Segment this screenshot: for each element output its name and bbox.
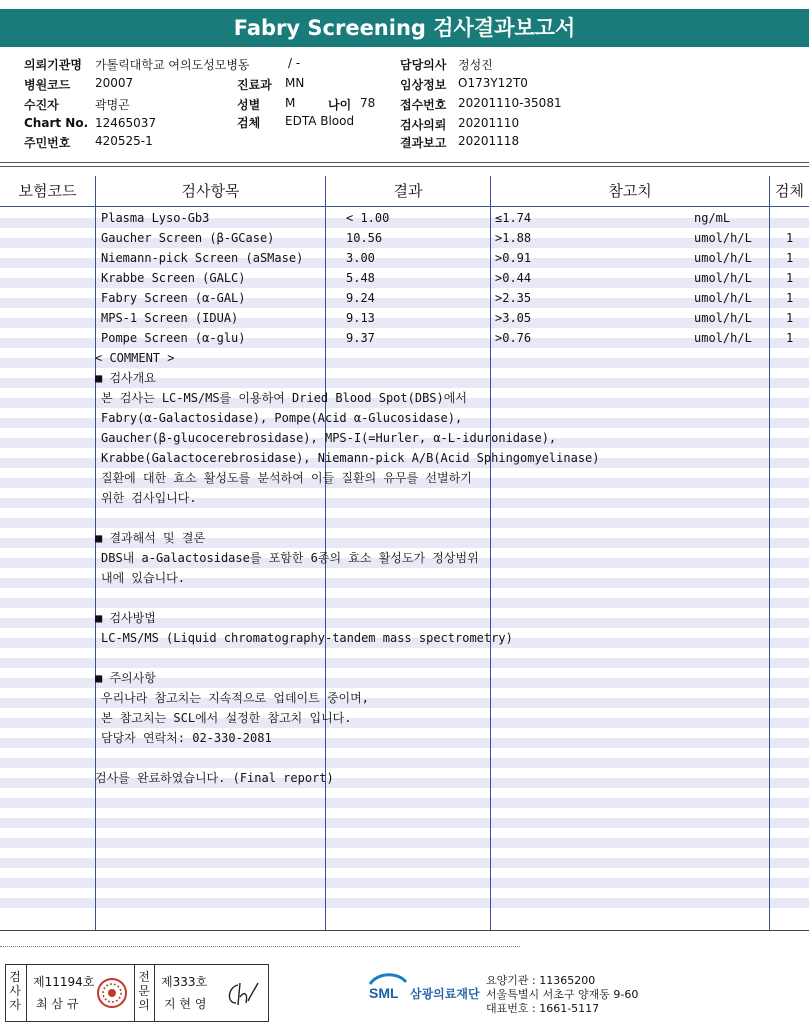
lab-info (486, 974, 638, 1016)
test-name: Krabbe Screen (GALC) (101, 271, 246, 285)
report-date-label: 결과보고 (400, 136, 447, 150)
sex-label: 성별 (237, 98, 261, 112)
test-name: Plasma Lyso-Gb3 (101, 211, 210, 225)
signature-box (5, 964, 269, 1022)
handwritten-signature-icon (224, 979, 260, 1009)
recipient-label: 수진자 (24, 98, 59, 112)
header-result: 결과 (393, 182, 423, 200)
header-specimen-count: 검체 (775, 182, 804, 200)
reception-value: 20201110-35081 (458, 96, 562, 110)
interpretation-line: DBS내 a-Galactosidase를 포함한 6종의 효소 활성도가 정상범위 (101, 551, 479, 565)
request-label: 검사의뢰 (400, 118, 447, 132)
overview-title: ■ 검사개요 (95, 371, 156, 385)
method-line: LC-MS/MS (Liquid chromatography-tandem mass spectrometry) (101, 631, 513, 645)
info-divider-top (0, 162, 809, 163)
test-unit: umol/h/L (694, 331, 752, 345)
test-unit: umol/h/L (694, 251, 752, 265)
header-reference: 참고치 (608, 182, 652, 200)
table-row (0, 228, 809, 248)
chart-label: Chart No. (24, 116, 89, 130)
hospital-code-label: 병원코드 (24, 78, 71, 92)
test-count: 1 (786, 291, 794, 305)
specimen-value: EDTA Blood (285, 114, 355, 128)
test-unit: umol/h/L (694, 291, 752, 305)
test-result: 9.24 (346, 291, 375, 305)
examiner-license: 제11194호 (33, 975, 95, 989)
doctor-license: 제333호 (161, 975, 208, 989)
lab-phone: 대표번호 : 1661-5117 (486, 1002, 600, 1015)
table-bottom-rule (0, 930, 809, 931)
institution-label: 의뢰기관명 (24, 58, 82, 72)
chart-value: 12465037 (95, 116, 157, 130)
report-date-value: 20201118 (458, 134, 520, 148)
results-table (0, 176, 809, 930)
examiner-name: 최 삼 규 (36, 997, 79, 1011)
caution-line: 본 참고치는 SCL에서 설정한 참고치 입니다. (101, 711, 352, 725)
header-insurance-code: 보험코드 (18, 182, 77, 200)
test-result: 9.13 (346, 311, 375, 325)
interpretation-line: 내에 있습니다. (101, 571, 186, 585)
hospital-code-value: 20007 (95, 76, 134, 90)
institution-value: 가톨릭대학교 여의도성모병동 (95, 58, 250, 72)
reception-label: 접수번호 (400, 98, 447, 112)
overview-line: 위한 검사입니다. (101, 491, 197, 505)
row-stripe (0, 878, 809, 888)
caution-title: ■ 주의사항 (95, 671, 156, 685)
comment-heading: < COMMENT > (95, 351, 175, 365)
test-count: 1 (786, 251, 794, 265)
logo-text: SML (369, 985, 399, 1001)
foundation-name: 삼광의료재단 (410, 987, 480, 1001)
sml-logo-icon (366, 972, 410, 1002)
test-unit: ng/mL (694, 211, 731, 225)
row-stripe (0, 518, 809, 528)
test-reference: >0.76 (495, 331, 532, 345)
overview-line: Fabry(α-Galactosidase), Pompe(Acid α-Glucosidase), (101, 411, 463, 425)
test-unit: umol/h/L (694, 271, 752, 285)
interpretation-title: ■ 결과해석 및 결론 (95, 531, 206, 545)
age-value: 78 (360, 96, 376, 110)
doctor-vertical-label: 전문의 (138, 970, 150, 1012)
test-reference: >1.88 (495, 231, 532, 245)
ward-value: / - (288, 56, 301, 70)
clinical-value: O173Y12T0 (458, 76, 528, 90)
test-count: 1 (786, 231, 794, 245)
row-stripe (0, 798, 809, 808)
test-name: Pompe Screen (α-glu) (101, 331, 246, 345)
recipient-value: 곽명곤 (95, 98, 130, 112)
clinical-label: 임상정보 (400, 78, 447, 92)
lab-address: 서울특별시 서초구 양재동 9-60 (486, 988, 639, 1001)
care-institution-no: 요양기관 : 11365200 (486, 974, 596, 987)
test-result: 9.37 (346, 331, 375, 345)
caution-line: 담당자 연락처: 02-330-2081 (101, 731, 272, 745)
sig-divider (134, 965, 135, 1021)
row-stripe (0, 838, 809, 848)
test-name: Niemann-pick Screen (aSMase) (101, 251, 304, 265)
row-stripe (0, 898, 809, 908)
sig-divider (154, 965, 155, 1021)
test-unit: umol/h/L (694, 231, 752, 245)
final-report-note: 검사를 완료하였습니다. (Final report) (95, 771, 334, 785)
row-stripe (0, 658, 809, 668)
doctor-value: 정성진 (458, 58, 493, 72)
report-title: Fabry Screening 검사결과보고서 (0, 9, 809, 47)
test-count: 1 (786, 271, 794, 285)
row-stripe (0, 818, 809, 828)
truncated-text-line (0, 946, 520, 947)
test-reference: >2.35 (495, 291, 532, 305)
examiner-vertical-label: 검사자 (9, 970, 21, 1012)
row-stripe (0, 758, 809, 768)
sig-divider (26, 965, 27, 1021)
doctor-name: 지 현 영 (164, 997, 207, 1011)
table-row (0, 248, 809, 268)
overview-line: Gaucher(β-glucocerebrosidase), MPS-I(=Hurler, α-L-iduronidase), (101, 431, 557, 445)
test-reference: >0.44 (495, 271, 532, 285)
rrn-label: 주민번호 (24, 136, 71, 150)
seal-stamp-icon (96, 977, 128, 1009)
test-reference: >0.91 (495, 251, 532, 265)
overview-line: Krabbe(Galactocerebrosidase), Niemann-pick A/B(Acid Sphingomyelinase) (101, 451, 600, 465)
table-row (0, 328, 809, 348)
row-stripe (0, 858, 809, 868)
table-row (0, 208, 809, 228)
patient-info (0, 54, 809, 154)
test-name: Gaucher Screen (β-GCase) (101, 231, 275, 245)
test-count: 1 (786, 311, 794, 325)
test-result: 5.48 (346, 271, 375, 285)
header-test-item: 검사항목 (181, 182, 240, 200)
table-row (0, 268, 809, 288)
overview-line: 질환에 대한 효소 활성도를 분석하여 이들 질환의 유무를 선별하기 (101, 471, 472, 485)
test-reference: ≤1.74 (495, 211, 532, 225)
request-value: 20201110 (458, 116, 520, 130)
test-result: 3.00 (346, 251, 375, 265)
test-reference: >3.05 (495, 311, 532, 325)
sex-value: M (285, 96, 296, 110)
caution-line: 우리나라 참고치는 지속적으로 업데이트 중이며, (101, 691, 369, 705)
age-label: 나이 (328, 98, 352, 112)
test-result: 10.56 (346, 231, 383, 245)
dept-label: 진료과 (237, 78, 272, 92)
test-name: Fabry Screen (α-GAL) (101, 291, 246, 305)
specimen-label: 검체 (237, 116, 261, 130)
test-name: MPS-1 Screen (IDUA) (101, 311, 239, 325)
table-row (0, 288, 809, 308)
rrn-value: 420525-1 (95, 134, 153, 148)
table-row (0, 308, 809, 328)
doctor-label: 담당의사 (400, 58, 447, 72)
test-unit: umol/h/L (694, 311, 752, 325)
info-divider-bottom (0, 166, 809, 167)
test-count: 1 (786, 331, 794, 345)
method-title: ■ 검사방법 (95, 611, 156, 625)
test-result: < 1.00 (346, 211, 390, 225)
dept-value: MN (285, 76, 305, 90)
overview-line: 본 검사는 LC-MS/MS를 이용하여 Dried Blood Spot(DBS)에서 (101, 391, 467, 405)
row-stripe (0, 598, 809, 608)
header-divider (0, 206, 809, 207)
